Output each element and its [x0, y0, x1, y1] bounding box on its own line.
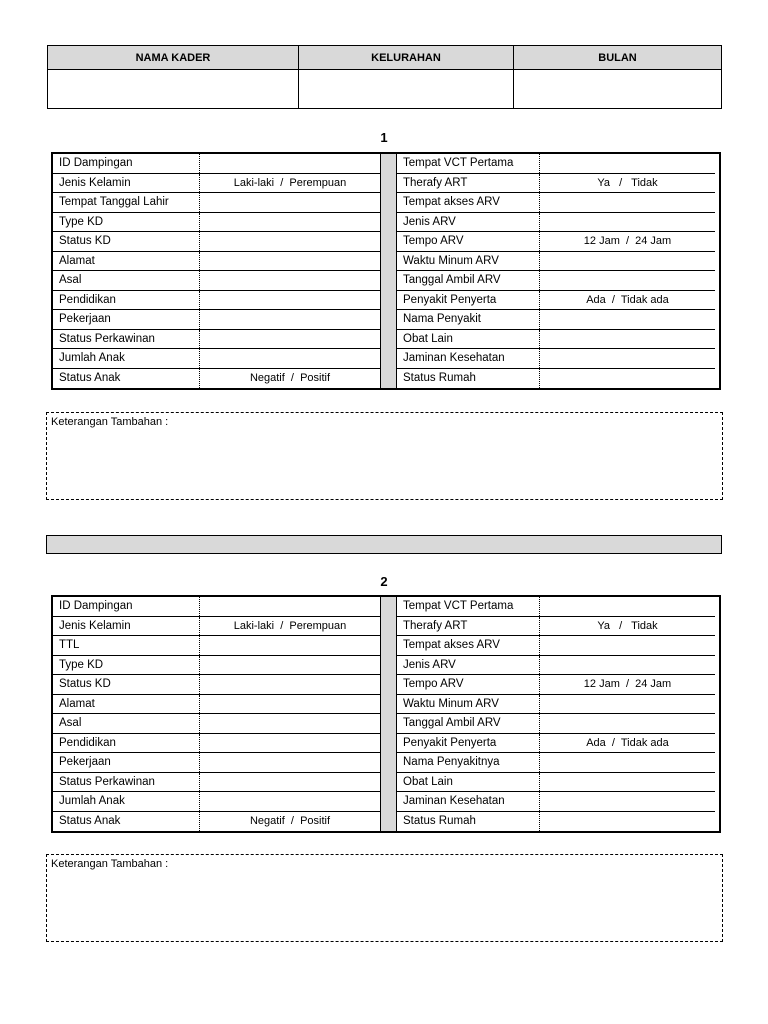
- field-row-pendidikan: [53, 734, 380, 754]
- field-value[interactable]: Negatif / Positif: [199, 812, 380, 832]
- field-value[interactable]: [199, 349, 380, 368]
- field-value[interactable]: Ya / Tidak: [539, 617, 715, 636]
- field-label: Tempo ARV: [403, 235, 464, 248]
- field-row-status-rumah: [397, 369, 715, 389]
- field-row-tempat-akses-arv: [397, 636, 715, 656]
- kelurahan-field[interactable]: [299, 70, 513, 108]
- field-label: Tempat VCT Pertama: [403, 157, 514, 170]
- field-value[interactable]: Laki-laki / Perempuan: [199, 617, 380, 636]
- field-label: Tempat Tanggal Lahir: [59, 196, 169, 209]
- record-table: [51, 595, 721, 833]
- field-row-nama-penyakit: [397, 310, 715, 330]
- field-row-alamat: [53, 252, 380, 272]
- field-row-penyakit-penyerta: [397, 291, 715, 311]
- field-label: Waktu Minum ARV: [403, 697, 499, 710]
- field-value[interactable]: [539, 656, 715, 675]
- note-label: Keterangan Tambahan :: [51, 858, 169, 870]
- field-row-status-rumah: [397, 812, 715, 832]
- keterangan-tambahan-box[interactable]: [46, 412, 723, 500]
- field-value[interactable]: [539, 695, 715, 714]
- field-label: Alamat: [59, 254, 95, 267]
- field-row-ttl: [53, 636, 380, 656]
- field-label: Status Rumah: [403, 815, 476, 828]
- field-row-jenis-arv: [397, 656, 715, 676]
- field-row-pekerjaan: [53, 753, 380, 773]
- field-row-jaminan-kesehatan: [397, 349, 715, 369]
- field-value[interactable]: [539, 330, 715, 349]
- field-label: Asal: [59, 274, 82, 287]
- field-row-jenis-kelamin: [53, 174, 380, 194]
- field-row-tanggal-ambil-arv: [397, 714, 715, 734]
- field-label: Pekerjaan: [59, 756, 111, 769]
- nama-kader-field[interactable]: [48, 70, 298, 108]
- field-row-tempat-akses-arv: [397, 193, 715, 213]
- field-row-jenis-kelamin: [53, 617, 380, 637]
- field-value[interactable]: [539, 252, 715, 271]
- field-label: Type KD: [59, 658, 104, 671]
- field-value[interactable]: Ada / Tidak ada: [539, 291, 715, 310]
- field-label: Type KD: [59, 215, 104, 228]
- field-row-status-anak: [53, 369, 380, 389]
- field-label: Waktu Minum ARV: [403, 254, 499, 267]
- record-table: [51, 152, 721, 390]
- field-row-status-anak: [53, 812, 380, 832]
- field-value[interactable]: [199, 675, 380, 694]
- field-label: Status Anak: [59, 372, 121, 385]
- field-value[interactable]: [539, 213, 715, 232]
- field-value[interactable]: [539, 714, 715, 733]
- field-row-nama-penyakitnya: [397, 753, 715, 773]
- field-row-waktu-minum-arv: [397, 252, 715, 272]
- field-row-asal: [53, 714, 380, 734]
- field-label: Penyakit Penyerta: [403, 293, 497, 306]
- field-label: Tempat VCT Pertama: [403, 600, 514, 613]
- field-label: Therafy ART: [403, 619, 468, 632]
- field-value[interactable]: [199, 753, 380, 772]
- header-col-bulan: [514, 46, 721, 108]
- header-label: BULAN: [514, 46, 721, 70]
- field-label: Tempat akses ARV: [403, 196, 500, 209]
- field-row-jumlah-anak: [53, 349, 380, 369]
- field-label: Jenis Kelamin: [59, 176, 131, 189]
- field-value[interactable]: [539, 310, 715, 329]
- field-label: Pendidikan: [59, 736, 116, 749]
- field-label: Alamat: [59, 697, 95, 710]
- field-label: Status Anak: [59, 815, 121, 828]
- field-value[interactable]: Ya / Tidak: [539, 174, 715, 193]
- field-label: Status KD: [59, 235, 111, 248]
- field-label: Therafy ART: [403, 176, 468, 189]
- record-left-column: [53, 154, 380, 388]
- field-value[interactable]: [539, 193, 715, 212]
- field-row-waktu-minum-arv: [397, 695, 715, 715]
- section-number: 1: [380, 130, 388, 145]
- field-row-pekerjaan: [53, 310, 380, 330]
- field-row-pendidikan: [53, 291, 380, 311]
- field-row-therafy-art: [397, 174, 715, 194]
- field-row-jumlah-anak: [53, 792, 380, 812]
- field-value[interactable]: 12 Jam / 24 Jam: [539, 675, 715, 694]
- field-value[interactable]: [539, 812, 715, 832]
- field-value[interactable]: [199, 695, 380, 714]
- field-value[interactable]: [199, 636, 380, 655]
- record-left-column: [53, 597, 380, 831]
- field-value[interactable]: [199, 193, 380, 212]
- field-label: Tanggal Ambil ARV: [403, 274, 501, 287]
- field-row-tempo-arv: [397, 675, 715, 695]
- field-label: Status Rumah: [403, 372, 476, 385]
- record-right-column: [397, 154, 715, 388]
- field-value[interactable]: [199, 310, 380, 329]
- field-value[interactable]: [539, 349, 715, 368]
- field-label: Tanggal Ambil ARV: [403, 717, 501, 730]
- field-label: TTL: [59, 639, 80, 652]
- field-value[interactable]: [539, 597, 715, 616]
- field-value[interactable]: [199, 714, 380, 733]
- field-label: Jenis ARV: [403, 658, 456, 671]
- field-row-status-kd: [53, 232, 380, 252]
- field-row-therafy-art: [397, 617, 715, 637]
- field-row-status-perkawinan: [53, 330, 380, 350]
- field-value[interactable]: [199, 252, 380, 271]
- field-label: Asal: [59, 717, 82, 730]
- field-label: Tempat akses ARV: [403, 639, 500, 652]
- field-row-status-kd: [53, 675, 380, 695]
- field-label: Status Perkawinan: [59, 332, 155, 345]
- field-label: Tempo ARV: [403, 678, 464, 691]
- field-label: Jumlah Anak: [59, 795, 125, 808]
- field-row-tempo-arv: [397, 232, 715, 252]
- field-label: Jumlah Anak: [59, 352, 125, 365]
- field-label: Nama Penyakitnya: [403, 756, 500, 769]
- header-col-nama-kader: [48, 46, 299, 108]
- field-row-obat-lain: [397, 330, 715, 350]
- field-row-tempat-vct-pertama: [397, 154, 715, 174]
- field-label: Jenis ARV: [403, 215, 456, 228]
- note-label: Keterangan Tambahan :: [51, 416, 169, 428]
- field-value[interactable]: [539, 154, 715, 173]
- field-label: Jenis Kelamin: [59, 619, 131, 632]
- field-row-id-dampingan: [53, 154, 380, 174]
- header-label: NAMA KADER: [48, 46, 298, 70]
- field-label: ID Dampingan: [59, 600, 133, 613]
- field-value[interactable]: [199, 154, 380, 173]
- bulan-field[interactable]: [514, 70, 721, 108]
- field-label: Pekerjaan: [59, 313, 111, 326]
- field-value[interactable]: [539, 753, 715, 772]
- field-value[interactable]: [199, 792, 380, 811]
- section-number: 2: [380, 574, 388, 589]
- field-row-obat-lain: [397, 773, 715, 793]
- field-row-asal: [53, 271, 380, 291]
- keterangan-tambahan-box[interactable]: [46, 854, 723, 942]
- field-value[interactable]: Ada / Tidak ada: [539, 734, 715, 753]
- field-label: Obat Lain: [403, 332, 453, 345]
- field-label: Status KD: [59, 678, 111, 691]
- field-row-id-dampingan: [53, 597, 380, 617]
- column-separator: [380, 597, 397, 831]
- field-value[interactable]: [199, 330, 380, 349]
- header-label: KELURAHAN: [299, 46, 513, 70]
- field-value[interactable]: [199, 656, 380, 675]
- field-value[interactable]: [539, 636, 715, 655]
- field-row-tanggal-ambil-arv: [397, 271, 715, 291]
- field-label: Status Perkawinan: [59, 775, 155, 788]
- field-value[interactable]: [539, 271, 715, 290]
- record-right-column: [397, 597, 715, 831]
- column-separator: [380, 154, 397, 388]
- field-row-status-perkawinan: [53, 773, 380, 793]
- field-value[interactable]: [539, 773, 715, 792]
- field-value[interactable]: [539, 369, 715, 389]
- field-row-tempat-tanggal-lahir: [53, 193, 380, 213]
- field-value[interactable]: [199, 291, 380, 310]
- field-value[interactable]: Laki-laki / Perempuan: [199, 174, 380, 193]
- field-label: Pendidikan: [59, 293, 116, 306]
- field-row-penyakit-penyerta: [397, 734, 715, 754]
- field-row-jaminan-kesehatan: [397, 792, 715, 812]
- field-row-type-kd: [53, 213, 380, 233]
- field-value[interactable]: [199, 213, 380, 232]
- header-table: [47, 45, 722, 109]
- field-value[interactable]: [539, 792, 715, 811]
- field-label: Obat Lain: [403, 775, 453, 788]
- field-row-type-kd: [53, 656, 380, 676]
- field-label: Jaminan Kesehatan: [403, 795, 505, 808]
- field-value[interactable]: [199, 597, 380, 616]
- field-value[interactable]: [199, 773, 380, 792]
- field-value[interactable]: Negatif / Positif: [199, 369, 380, 389]
- header-col-kelurahan: [299, 46, 514, 108]
- field-value[interactable]: [199, 734, 380, 753]
- field-row-tempat-vct-pertama: [397, 597, 715, 617]
- field-label: Penyakit Penyerta: [403, 736, 497, 749]
- section-divider-bar: [46, 535, 722, 554]
- field-row-jenis-arv: [397, 213, 715, 233]
- field-label: Nama Penyakit: [403, 313, 481, 326]
- field-value[interactable]: [199, 232, 380, 251]
- field-row-alamat: [53, 695, 380, 715]
- field-label: ID Dampingan: [59, 157, 133, 170]
- field-value[interactable]: 12 Jam / 24 Jam: [539, 232, 715, 251]
- field-value[interactable]: [199, 271, 380, 290]
- field-label: Jaminan Kesehatan: [403, 352, 505, 365]
